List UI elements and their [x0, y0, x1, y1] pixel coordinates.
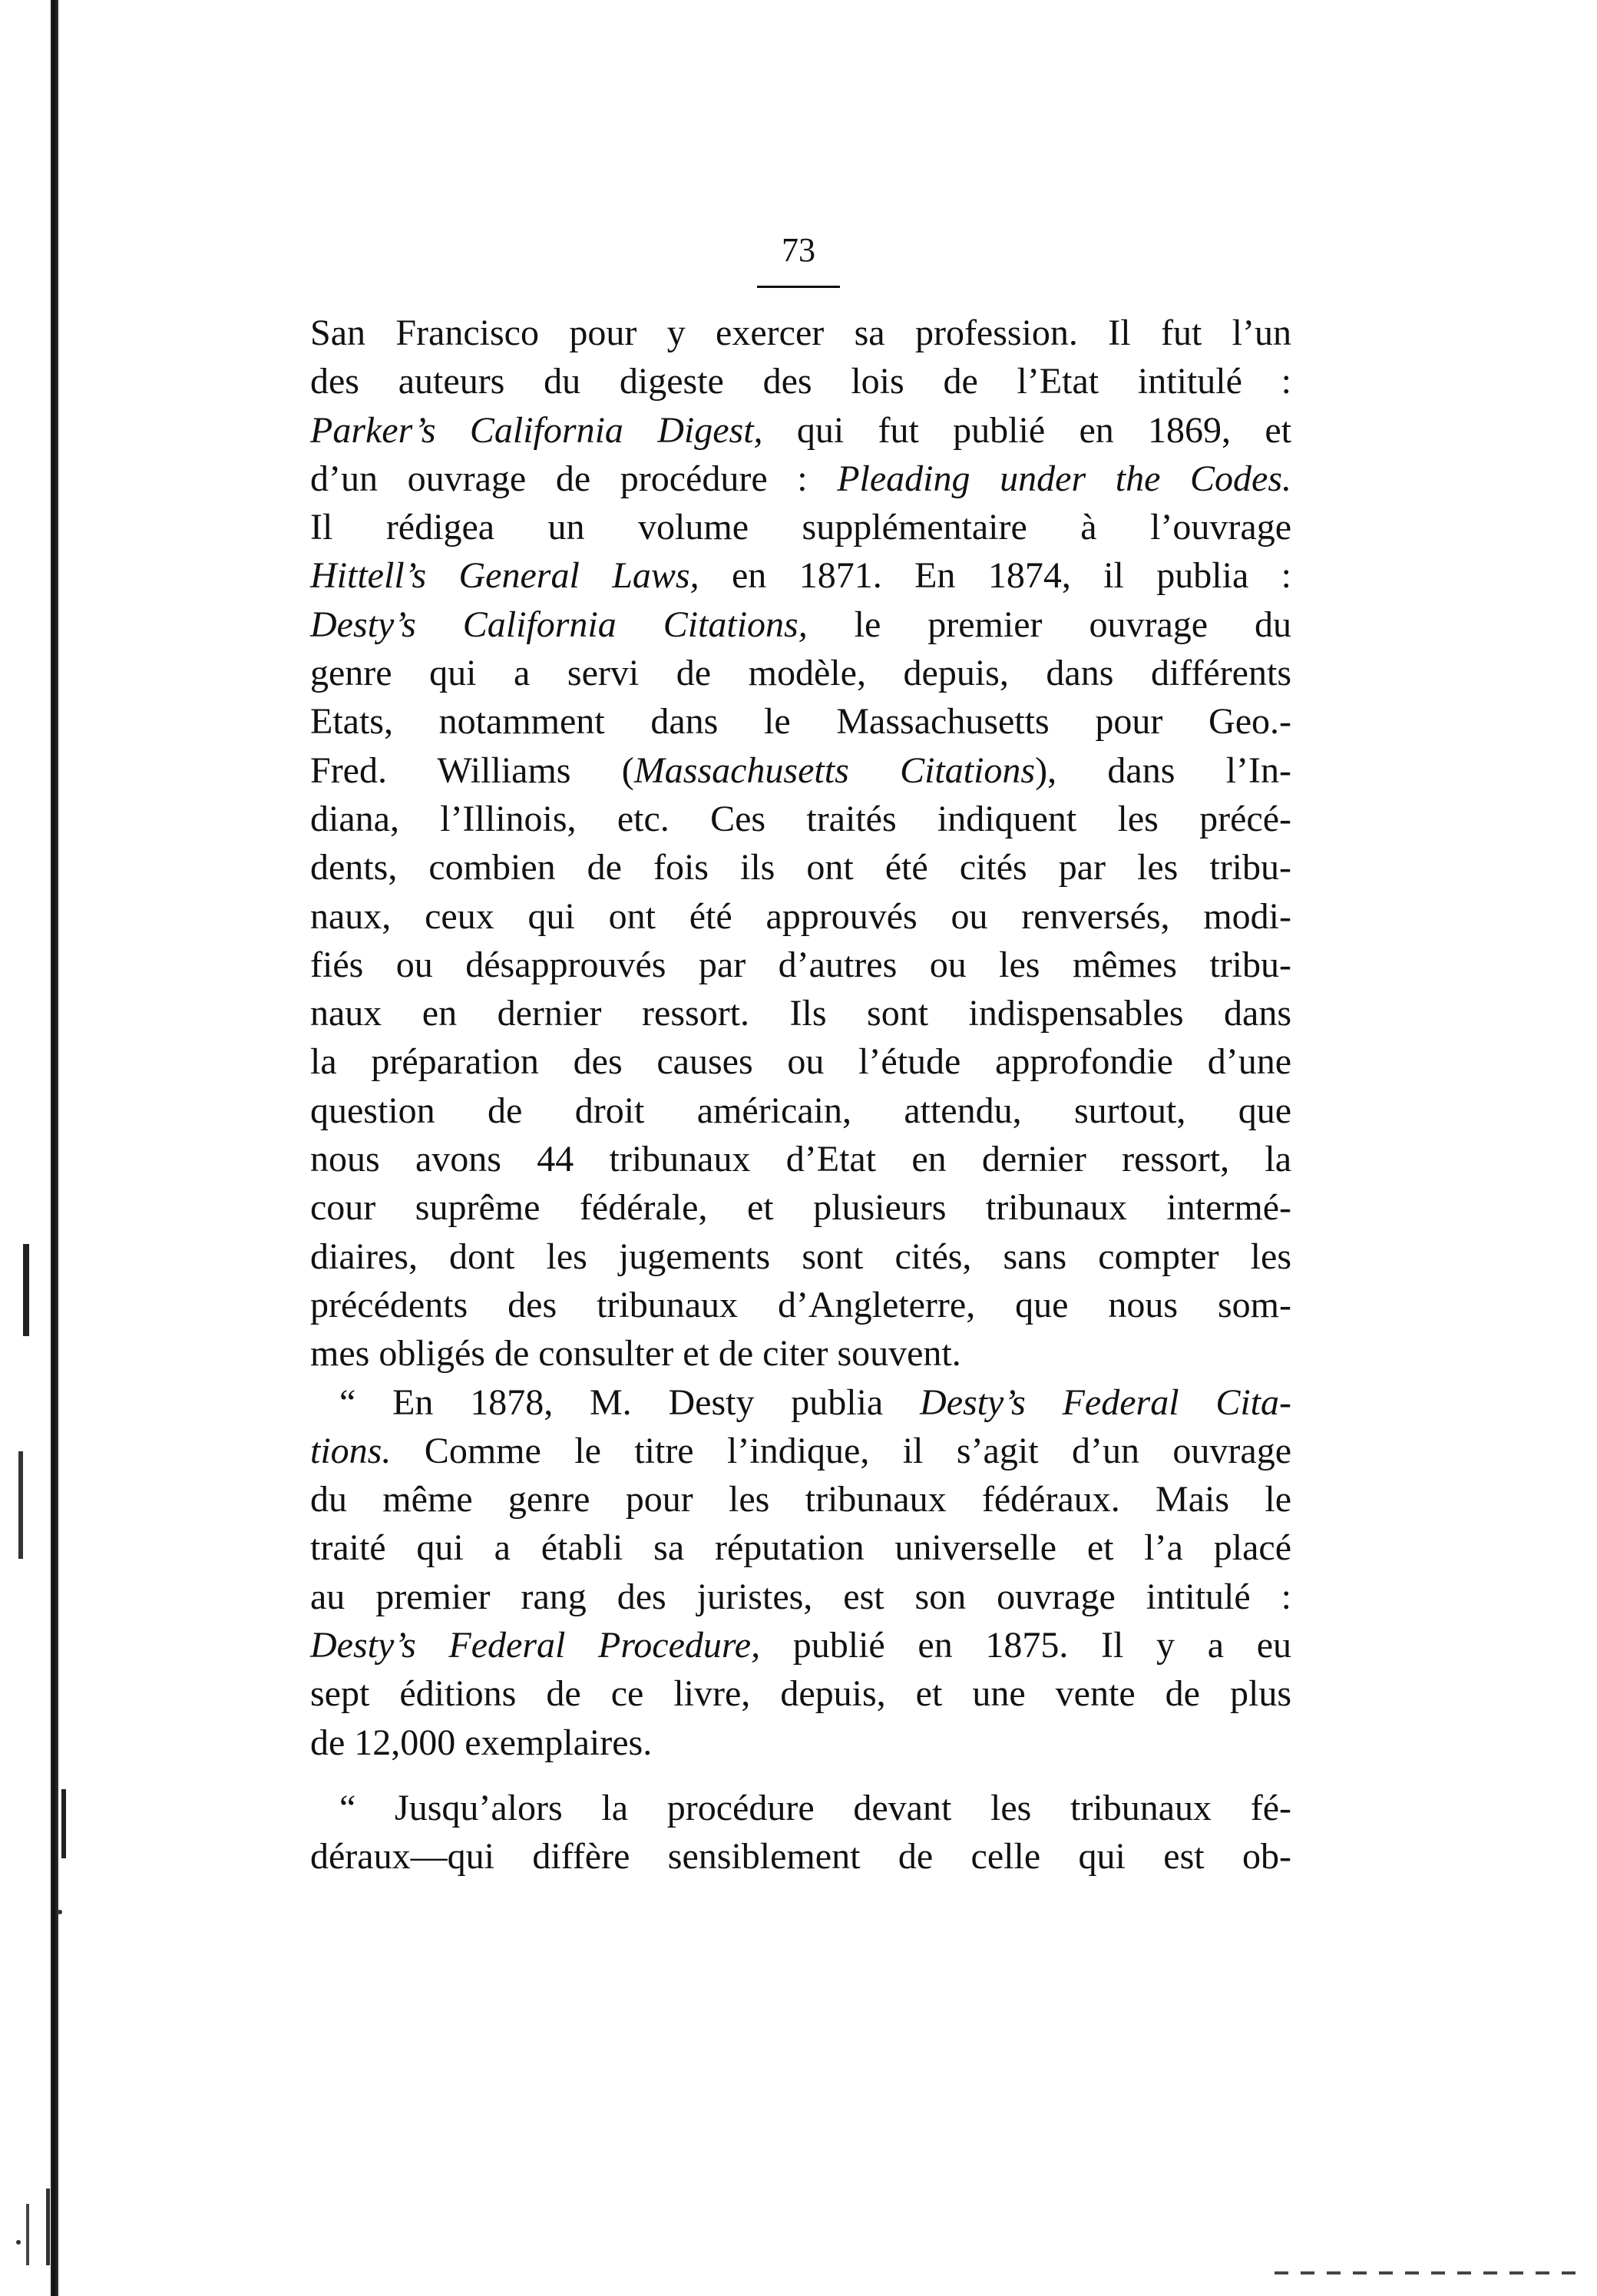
- text-line: cour suprême fédérale, et plusieurs tribunaux intermé-: [310, 1187, 1291, 1229]
- text-line: genre qui a servi de modèle, depuis, dans différents: [310, 653, 1291, 694]
- text-line: Hittell’s General Laws, en 1871. En 1874, il publia :: [310, 555, 1292, 597]
- text-line: mes obligés de consulter et de citer souvent.: [310, 1333, 961, 1375]
- text-line: naux en dernier ressort. Ils sont indispensables dans: [310, 993, 1291, 1034]
- text-line: tions. Comme le titre l’indique, il s’agit d’un ouvrage: [310, 1430, 1291, 1471]
- text-line: des auteurs du digeste des lois de l’Etat intitulé :: [310, 361, 1291, 402]
- text-line: Desty’s Federal Procedure, publié en 1875. Il y a eu: [310, 1625, 1291, 1666]
- text-line: sept éditions de ce livre, depuis, et une vente de plus: [310, 1673, 1291, 1715]
- text-line: San Francisco pour y exercer sa profession. Il fut l’un: [310, 313, 1291, 353]
- text-line: Fred. Williams (Massachusetts Citations), dans l’In-: [310, 749, 1292, 791]
- text-line: Etats, notamment dans le Massachusetts pour Geo.-: [310, 701, 1291, 743]
- text-line: d’un ouvrage de procédure : Pleading under the Codes.: [310, 458, 1292, 499]
- text-line: du même genre pour les tribunaux fédéraux. Mais le: [310, 1479, 1291, 1520]
- footer-scan-dashes: [1275, 2271, 1582, 2274]
- binding-scan-marks: [15, 0, 69, 2296]
- text-line: diana, l’Illinois, etc. Ces traités indiquent les précé-: [310, 798, 1291, 839]
- text-line: la préparation des causes ou l’étude approfondie d’une: [310, 1041, 1291, 1083]
- text-line: Desty’s California Citations, le premier ouvrage du: [310, 604, 1291, 645]
- paragraph-gap: [310, 1767, 1291, 1784]
- text-line: traité qui a établi sa réputation universelle et l’a placé: [310, 1527, 1291, 1569]
- text-line: au premier rang des juristes, est son ouvrage intitulé :: [310, 1576, 1291, 1617]
- text-line: fiés ou désapprouvés par d’autres ou les mêmes tribu-: [310, 944, 1291, 985]
- text-line: diaires, dont les jugements sont cités, sans compter les: [310, 1236, 1291, 1277]
- text-line: naux, ceux qui ont été approuvés ou renversés, modi-: [310, 895, 1291, 937]
- body-text: [310, 309, 1291, 1881]
- page-number: 73: [782, 231, 815, 269]
- text-line: nous avons 44 tribunaux d’Etat en dernier ressort, la: [310, 1139, 1291, 1180]
- text-line: de 12,000 exemplaires.: [310, 1722, 653, 1763]
- text-line: question de droit américain, attendu, surtout, que: [310, 1090, 1291, 1131]
- text-line: Il rédigea un volume supplémentaire à l’ouvrage: [310, 507, 1291, 548]
- text-line: déraux—qui diffère sensiblement de celle qui est ob-: [310, 1836, 1291, 1877]
- page-number-rule: [757, 286, 840, 288]
- text-line: “ Jusqu’alors la procédure devant les tribunaux fé-: [339, 1787, 1291, 1828]
- text-line: dents, combien de fois ils ont été cités par les tribu-: [310, 847, 1291, 888]
- text-line: Parker’s California Digest, qui fut publié en 1869, et: [310, 409, 1292, 451]
- text-line: “ En 1878, M. Desty publia Desty’s Federal Cita-: [339, 1381, 1291, 1423]
- text-line: précédents des tribunaux d’Angleterre, que nous som-: [310, 1284, 1291, 1325]
